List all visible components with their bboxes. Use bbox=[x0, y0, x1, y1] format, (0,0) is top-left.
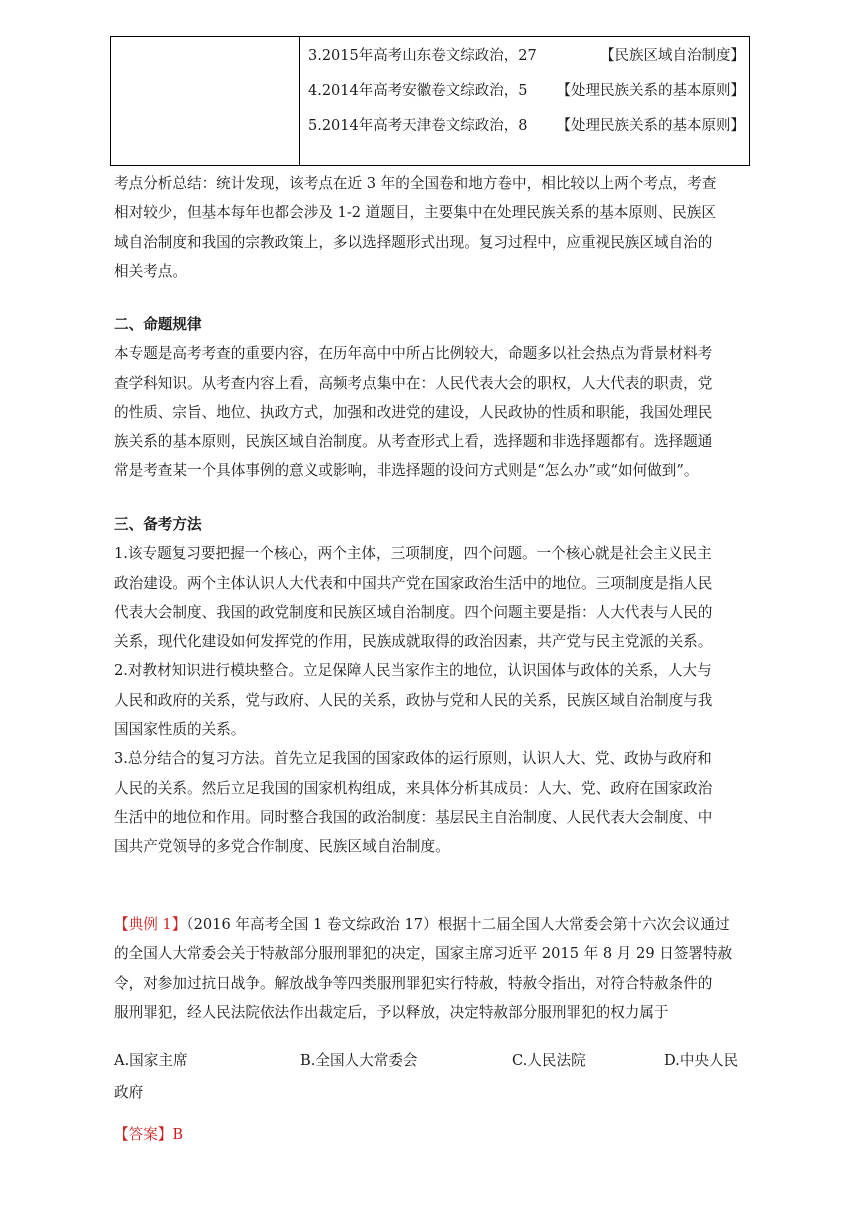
text-line: 人民的关系。然后立足我国的国家机构组成，来具体分析其成员：人大、党、政府在国家政治 bbox=[114, 779, 713, 797]
text-line: 查学科知识。从考查内容上看，高频考点集中在：人民代表大会的职权，人大代表的职责，党 bbox=[114, 374, 713, 392]
summary-paragraph bbox=[114, 169, 744, 286]
section-heading: 二、命题规律 bbox=[114, 316, 202, 333]
text-line: 生活中的地位和作用。同时整合我国的政治制度：基层民主自治制度、人民代表大会制度、中 bbox=[114, 808, 713, 826]
text-line: 政府 bbox=[114, 1084, 144, 1101]
exam-topic: 【民族区域自治制度】 bbox=[600, 48, 745, 64]
choice-d: D.中央人民 bbox=[664, 1052, 739, 1069]
example-question bbox=[114, 910, 744, 1027]
table-source-cell bbox=[300, 37, 750, 166]
exam-reference-table bbox=[110, 36, 750, 166]
text-line: 国国家性质的关系。 bbox=[114, 721, 246, 739]
answer-choices bbox=[114, 1049, 744, 1078]
text-line: 的性质、宗旨、地位、执政方式，加强和改进党的建设，人民政协的性质和职能，我国处理民 bbox=[114, 403, 713, 421]
table-row bbox=[300, 107, 749, 142]
text-line: 国共产党领导的多党合作制度、民族区域自治制度。 bbox=[114, 838, 450, 856]
text-line: 代表大会制度、我国的政党制度和民族区域自治制度。四个问题主要是指：人大代表与人民的 bbox=[114, 603, 713, 621]
choice-a: A.国家主席 bbox=[114, 1052, 188, 1069]
text-line: 域自治制度和我国的宗教政策上，多以选择题形式出现。复习过程中，应重视民族区域自治的 bbox=[114, 233, 713, 251]
choice-c: C.人民法院 bbox=[512, 1052, 586, 1069]
text-line bbox=[114, 1120, 744, 1149]
answer-line bbox=[114, 1120, 744, 1149]
text-line: 关系，现代化建设如何发挥党的作用，民族成就取得的政治因素，共产党与民主党派的关系。 bbox=[114, 633, 713, 651]
text-line: 族关系的基本原则，民族区域自治制度。从考查形式上看，选择题和非选择题都有。选择题通 bbox=[114, 433, 713, 451]
choice-wrap-line bbox=[114, 1078, 744, 1107]
text-line: 相关考点。 bbox=[114, 262, 187, 280]
text-line: 2.对教材知识进行模块整合。立足保障人民当家作主的地位，认识国体与政体的关系，人大与 bbox=[114, 662, 712, 680]
text-line: 服刑罪犯，经人民法院依法作出裁定后，予以释放，决定特赦部分服刑罪犯的权力属于 bbox=[114, 1003, 669, 1021]
text-line: 1.该专题复习要把握一个核心，两个主体，三项制度，四个问题。一个核心就是社会主义民主 bbox=[114, 545, 712, 563]
exam-source: 4.2014年高考安徽卷文综政治，5 bbox=[308, 83, 528, 99]
text-line: 政治建设。两个主体认识人大代表和中国共产党在国家政治生活中的地位。三项制度是指人民 bbox=[114, 574, 713, 592]
section-heading: 三、备考方法 bbox=[114, 516, 202, 533]
text-line: 人民和政府的关系，党与政府、人民的关系，政协与党和人民的关系，民族区域自治制度与我 bbox=[114, 691, 713, 709]
text-line bbox=[114, 910, 744, 939]
table-row bbox=[300, 37, 749, 72]
text-line: 的全国人大常委会关于特赦部分服刑罪犯的决定，国家主席习近平 2015 年 8 月 29 日签署特赦 bbox=[114, 945, 733, 963]
table-row bbox=[300, 72, 749, 107]
text-line: 考点分析总结：统计发现，该考点在近 3 年的全国卷和地方卷中，相比较以上两个考点，考查 bbox=[114, 175, 717, 192]
answer-value: B bbox=[172, 1126, 184, 1143]
exam-source: 5.2014年高考天津卷文综政治，8 bbox=[308, 118, 528, 134]
table-empty-cell bbox=[111, 37, 300, 166]
text-line: 相对较少，但基本每年也都会涉及 1-2 道题目，主要集中在处理民族关系的基本原则、民族区 bbox=[114, 204, 716, 222]
text-line: 令，对参加过抗日战争。解放战争等四类服刑罪犯实行特赦，特赦令指出，对符合特赦条件的 bbox=[114, 974, 713, 992]
text-line: 本专题是高考考查的重要内容，在历年高中中所占比例较大，命题多以社会热点为背景材料考 bbox=[114, 345, 713, 363]
section-methods bbox=[114, 510, 744, 862]
text-line: 常是考查某一个具体事例的意义或影响，非选择题的设问方式则是“怎么办”或“如何做到”。 bbox=[114, 462, 699, 480]
text-line: 3.总分结合的复习方法。首先立足我国的国家政体的运行原则，认识人大、党、政协与政府和 bbox=[114, 750, 712, 768]
exam-source: 3.2015年高考山东卷文综政治，27 bbox=[308, 48, 537, 64]
choice-b: B.全国人大常委会 bbox=[300, 1052, 418, 1069]
section-propositions bbox=[114, 310, 744, 486]
example-text: （2016 年高考全国 1 卷文综政治 17）根据十二届全国人大常委会第十六次会议通过 bbox=[186, 916, 730, 933]
example-label: 【典例 1】 bbox=[114, 916, 187, 933]
answer-label: 【答案】 bbox=[114, 1126, 173, 1143]
exam-topic: 【处理民族关系的基本原则】 bbox=[556, 83, 745, 99]
exam-topic: 【处理民族关系的基本原则】 bbox=[556, 118, 745, 134]
